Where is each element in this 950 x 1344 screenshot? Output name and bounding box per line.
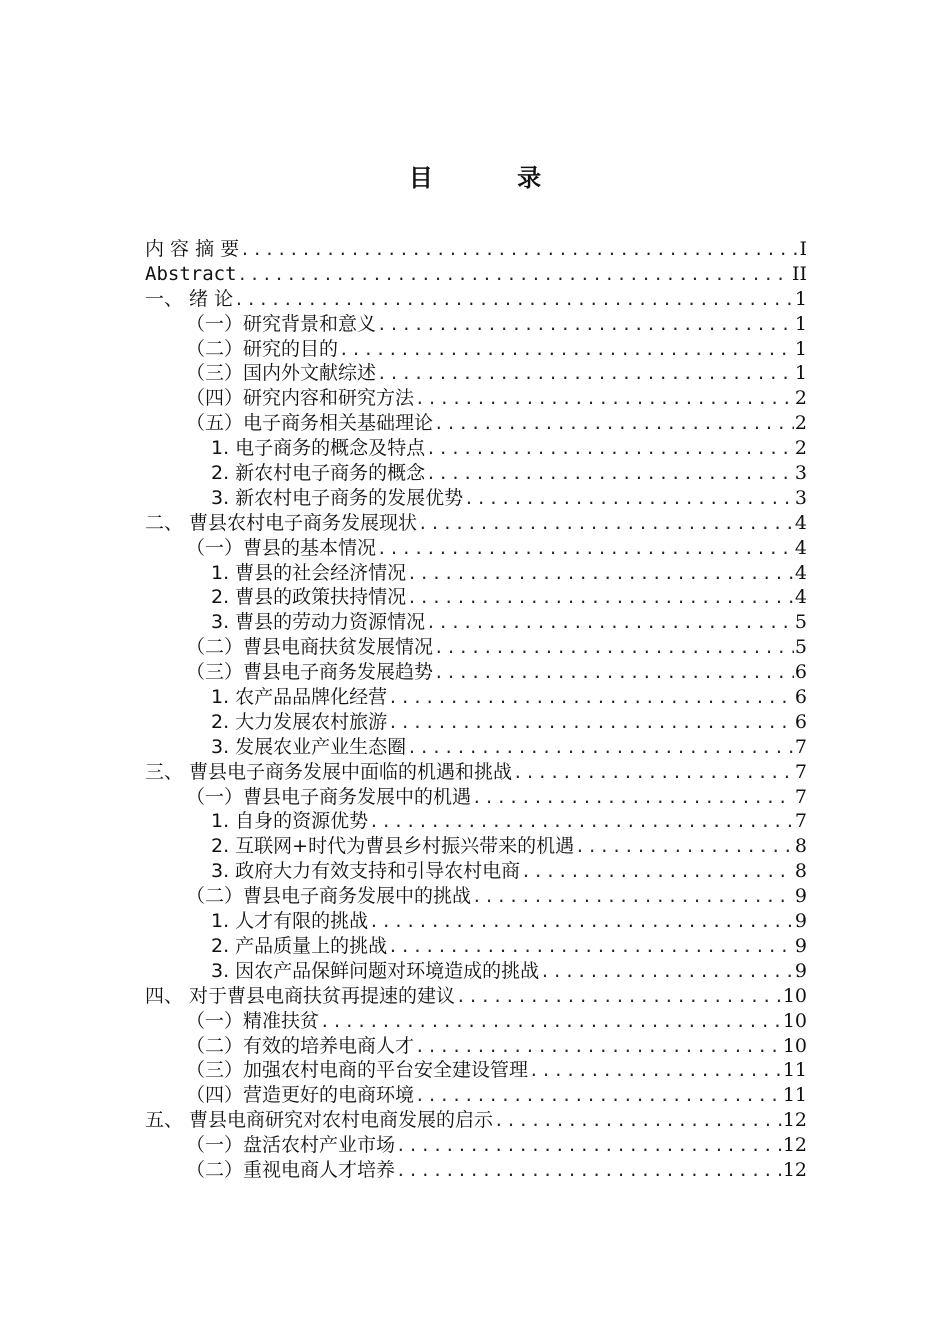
toc-entry-page: 4: [794, 586, 807, 609]
toc-entry[interactable]: [145, 735, 807, 760]
toc-entry-page: II: [791, 262, 807, 285]
toc-entry[interactable]: [145, 1034, 807, 1059]
toc-leader-dots: [234, 288, 794, 312]
toc-entry-page: 5: [794, 611, 807, 634]
toc-leader-dots: [339, 338, 794, 362]
toc-entry[interactable]: [145, 386, 807, 411]
toc-entry[interactable]: [145, 361, 807, 386]
toc-leader-dots: [369, 810, 794, 834]
toc-leader-dots: [240, 238, 798, 262]
toc-entry[interactable]: [145, 237, 807, 262]
table-of-contents: [145, 237, 807, 1183]
toc-entry[interactable]: [145, 486, 807, 511]
toc-entry-label: 3. 曹县的劳动力资源情况: [211, 611, 426, 634]
toc-entry-label: 内 容 摘 要: [145, 238, 240, 260]
toc-leader-dots: [464, 487, 794, 511]
toc-entry[interactable]: [145, 685, 807, 710]
toc-leader-dots: [426, 437, 794, 461]
toc-leader-dots: [377, 537, 794, 561]
toc-entry-page: 10: [782, 1009, 807, 1032]
toc-entry[interactable]: [145, 660, 807, 685]
toc-entry-page: 2: [794, 412, 807, 435]
toc-entry[interactable]: [145, 760, 807, 785]
toc-leader-dots: [513, 761, 794, 785]
toc-entry[interactable]: [145, 561, 807, 586]
toc-entry[interactable]: [145, 461, 807, 486]
toc-entry-label: （一）盘活农村产业市场: [186, 1134, 396, 1157]
toc-leader-dots: [418, 512, 794, 536]
toc-leader-dots: [388, 935, 794, 959]
toc-entry-label: 1. 曹县的社会经济情况: [211, 561, 407, 584]
toc-leader-dots: [494, 1109, 782, 1133]
toc-entry-label: （五）电子商务相关基础理论: [186, 412, 434, 435]
toc-leader-dots: [521, 860, 794, 884]
toc-entry-page: 6: [794, 710, 807, 733]
toc-entry[interactable]: [145, 809, 807, 834]
toc-entry[interactable]: [145, 1108, 807, 1133]
toc-entry-label: 2. 产品质量上的挑战: [211, 934, 388, 957]
toc-leader-dots: [434, 661, 794, 685]
toc-entry-page: 4: [794, 561, 807, 584]
toc-entry-label: 3. 政府大力有效支持和引导农村电商: [211, 860, 521, 883]
toc-entry-label: 四、 对于曹县电商扶贫再提速的建议: [145, 984, 456, 1007]
toc-entry-label: 1. 自身的资源优势: [211, 810, 369, 833]
toc-entry[interactable]: [145, 834, 807, 859]
toc-entry-page: 6: [794, 686, 807, 709]
toc-leader-dots: [396, 1159, 782, 1183]
toc-leader-dots: [407, 586, 794, 610]
toc-entry-label: （四）研究内容和研究方法: [186, 387, 415, 410]
toc-entry-page: 10: [782, 1034, 807, 1057]
toc-entry[interactable]: [145, 959, 807, 984]
toc-leader-dots: [434, 636, 794, 660]
toc-leader-dots: [238, 263, 791, 287]
toc-entry-label: （二）曹县电子商务发展中的挑战: [186, 885, 472, 908]
toc-entry-label: 2. 互联网+时代为曹县乡村振兴带来的机遇: [211, 835, 575, 858]
toc-entry[interactable]: [145, 436, 807, 461]
toc-entry-page: 8: [794, 860, 807, 883]
toc-leader-dots: [407, 562, 794, 586]
toc-entry-page: 1: [794, 362, 807, 385]
toc-entry-label: 一、 绪 论: [145, 287, 234, 310]
toc-entry[interactable]: [145, 785, 807, 810]
toc-entry-page: 7: [794, 735, 807, 758]
toc-entry-page: 7: [794, 785, 807, 808]
toc-leader-dots: [377, 362, 794, 386]
toc-entry[interactable]: [145, 1058, 807, 1083]
toc-entry-page: 1: [794, 337, 807, 360]
toc-entry-page: 1: [794, 312, 807, 335]
toc-entry[interactable]: [145, 411, 807, 436]
toc-entry-label: 五、 曹县电商研究对农村电商发展的启示: [145, 1109, 494, 1132]
toc-entry-page: 6: [794, 661, 807, 684]
toc-entry-page: 4: [794, 536, 807, 559]
toc-entry[interactable]: [145, 1009, 807, 1034]
toc-entry-label: （二）曹县电商扶贫发展情况: [186, 636, 434, 659]
toc-leader-dots: [320, 1010, 782, 1034]
toc-entry-label: （二）研究的目的: [186, 337, 339, 360]
toc-entry-label: （一）曹县的基本情况: [186, 536, 377, 559]
toc-entry[interactable]: [145, 511, 807, 536]
toc-entry-page: 12: [782, 1158, 807, 1181]
toc-entry-page: 9: [794, 885, 807, 908]
toc-leader-dots: [388, 711, 794, 735]
toc-leader-dots: [377, 313, 794, 337]
toc-leader-dots: [407, 736, 794, 760]
toc-entry-page: 1: [794, 287, 807, 310]
toc-leader-dots: [369, 910, 794, 934]
toc-leader-dots: [396, 1134, 782, 1158]
toc-leader-dots: [456, 985, 782, 1009]
toc-entry[interactable]: [145, 262, 807, 287]
toc-entry-page: 11: [782, 1084, 807, 1107]
toc-entry-page: 4: [794, 511, 807, 534]
toc-entry[interactable]: [145, 710, 807, 735]
toc-entry-page: 10: [782, 984, 807, 1007]
toc-entry-page: 11: [782, 1059, 807, 1082]
toc-entry-label: （二）有效的培养电商人才: [186, 1034, 415, 1057]
toc-leader-dots: [472, 885, 794, 909]
toc-entry-label: （三）国内外文献综述: [186, 362, 377, 385]
toc-entry[interactable]: [145, 1158, 807, 1183]
toc-entry-label: （三）加强农村电商的平台安全建设管理: [186, 1059, 529, 1082]
toc-leader-dots: [472, 786, 794, 810]
toc-entry-label: （一）精准扶贫: [186, 1009, 320, 1032]
toc-entry-page: 9: [794, 934, 807, 957]
toc-entry-page: I: [799, 238, 807, 260]
toc-leader-dots: [529, 1059, 782, 1083]
toc-entry-label: 3. 发展农业产业生态圈: [211, 735, 407, 758]
toc-entry[interactable]: [145, 287, 807, 312]
toc-entry-page: 9: [794, 959, 807, 982]
toc-entry-page: 3: [794, 462, 807, 485]
toc-entry-label: （四）营造更好的电商环境: [186, 1084, 415, 1107]
toc-entry-label: 2. 曹县的政策扶持情况: [211, 586, 407, 609]
toc-entry[interactable]: [145, 1133, 807, 1158]
toc-entry[interactable]: [145, 984, 807, 1009]
toc-entry[interactable]: [145, 312, 807, 337]
toc-title: 目 录: [408, 164, 580, 192]
toc-entry-page: 7: [794, 760, 807, 783]
toc-leader-dots: [415, 1035, 782, 1059]
toc-entry[interactable]: [145, 337, 807, 362]
toc-entry-label: 二、 曹县农村电子商务发展现状: [145, 511, 418, 534]
toc-leader-dots: [575, 835, 794, 859]
toc-entry-label: 2. 新农村电子商务的概念: [211, 462, 426, 485]
toc-entry-page: 7: [794, 810, 807, 833]
toc-leader-dots: [388, 686, 794, 710]
toc-entry[interactable]: [145, 635, 807, 660]
toc-entry-page: 9: [794, 910, 807, 933]
toc-entry-label: 三、 曹县电子商务发展中面临的机遇和挑战: [145, 760, 513, 783]
toc-entry[interactable]: [145, 585, 807, 610]
toc-leader-dots: [540, 960, 794, 984]
toc-entry[interactable]: [145, 909, 807, 934]
toc-entry-label: 1. 人才有限的挑战: [211, 910, 369, 933]
toc-entry-label: 3. 新农村电子商务的发展优势: [211, 486, 464, 509]
toc-leader-dots: [415, 1084, 782, 1108]
toc-entry[interactable]: [145, 859, 807, 884]
toc-entry-label: 1. 电子商务的概念及特点: [211, 437, 426, 460]
toc-leader-dots: [426, 462, 794, 486]
toc-entry[interactable]: [145, 610, 807, 635]
toc-entry-label: Abstract: [145, 262, 237, 285]
toc-entry-label: 1. 农产品品牌化经营: [211, 686, 388, 709]
toc-entry-page: 3: [794, 486, 807, 509]
toc-entry-page: 8: [794, 835, 807, 858]
toc-entry[interactable]: [145, 934, 807, 959]
toc-entry[interactable]: [145, 536, 807, 561]
toc-entry-page: 12: [782, 1134, 807, 1157]
toc-entry-page: 2: [794, 387, 807, 410]
toc-entry-label: （一）研究背景和意义: [186, 312, 377, 335]
toc-entry-label: 2. 大力发展农村旅游: [211, 710, 388, 733]
toc-entry-page: 12: [782, 1109, 807, 1132]
toc-entry[interactable]: [145, 1083, 807, 1108]
toc-leader-dots: [434, 412, 794, 436]
toc-entry-label: （一）曹县电子商务发展中的机遇: [186, 785, 472, 808]
toc-entry-label: （三）曹县电子商务发展趋势: [186, 661, 434, 684]
toc-entry-page: 5: [794, 636, 807, 659]
toc-entry-label: 3. 因农产品保鲜问题对环境造成的挑战: [211, 959, 540, 982]
toc-leader-dots: [426, 611, 794, 635]
toc-entry[interactable]: [145, 884, 807, 909]
toc-entry-label: （二）重视电商人才培养: [186, 1158, 396, 1181]
toc-leader-dots: [415, 387, 794, 411]
toc-entry-page: 2: [794, 437, 807, 460]
